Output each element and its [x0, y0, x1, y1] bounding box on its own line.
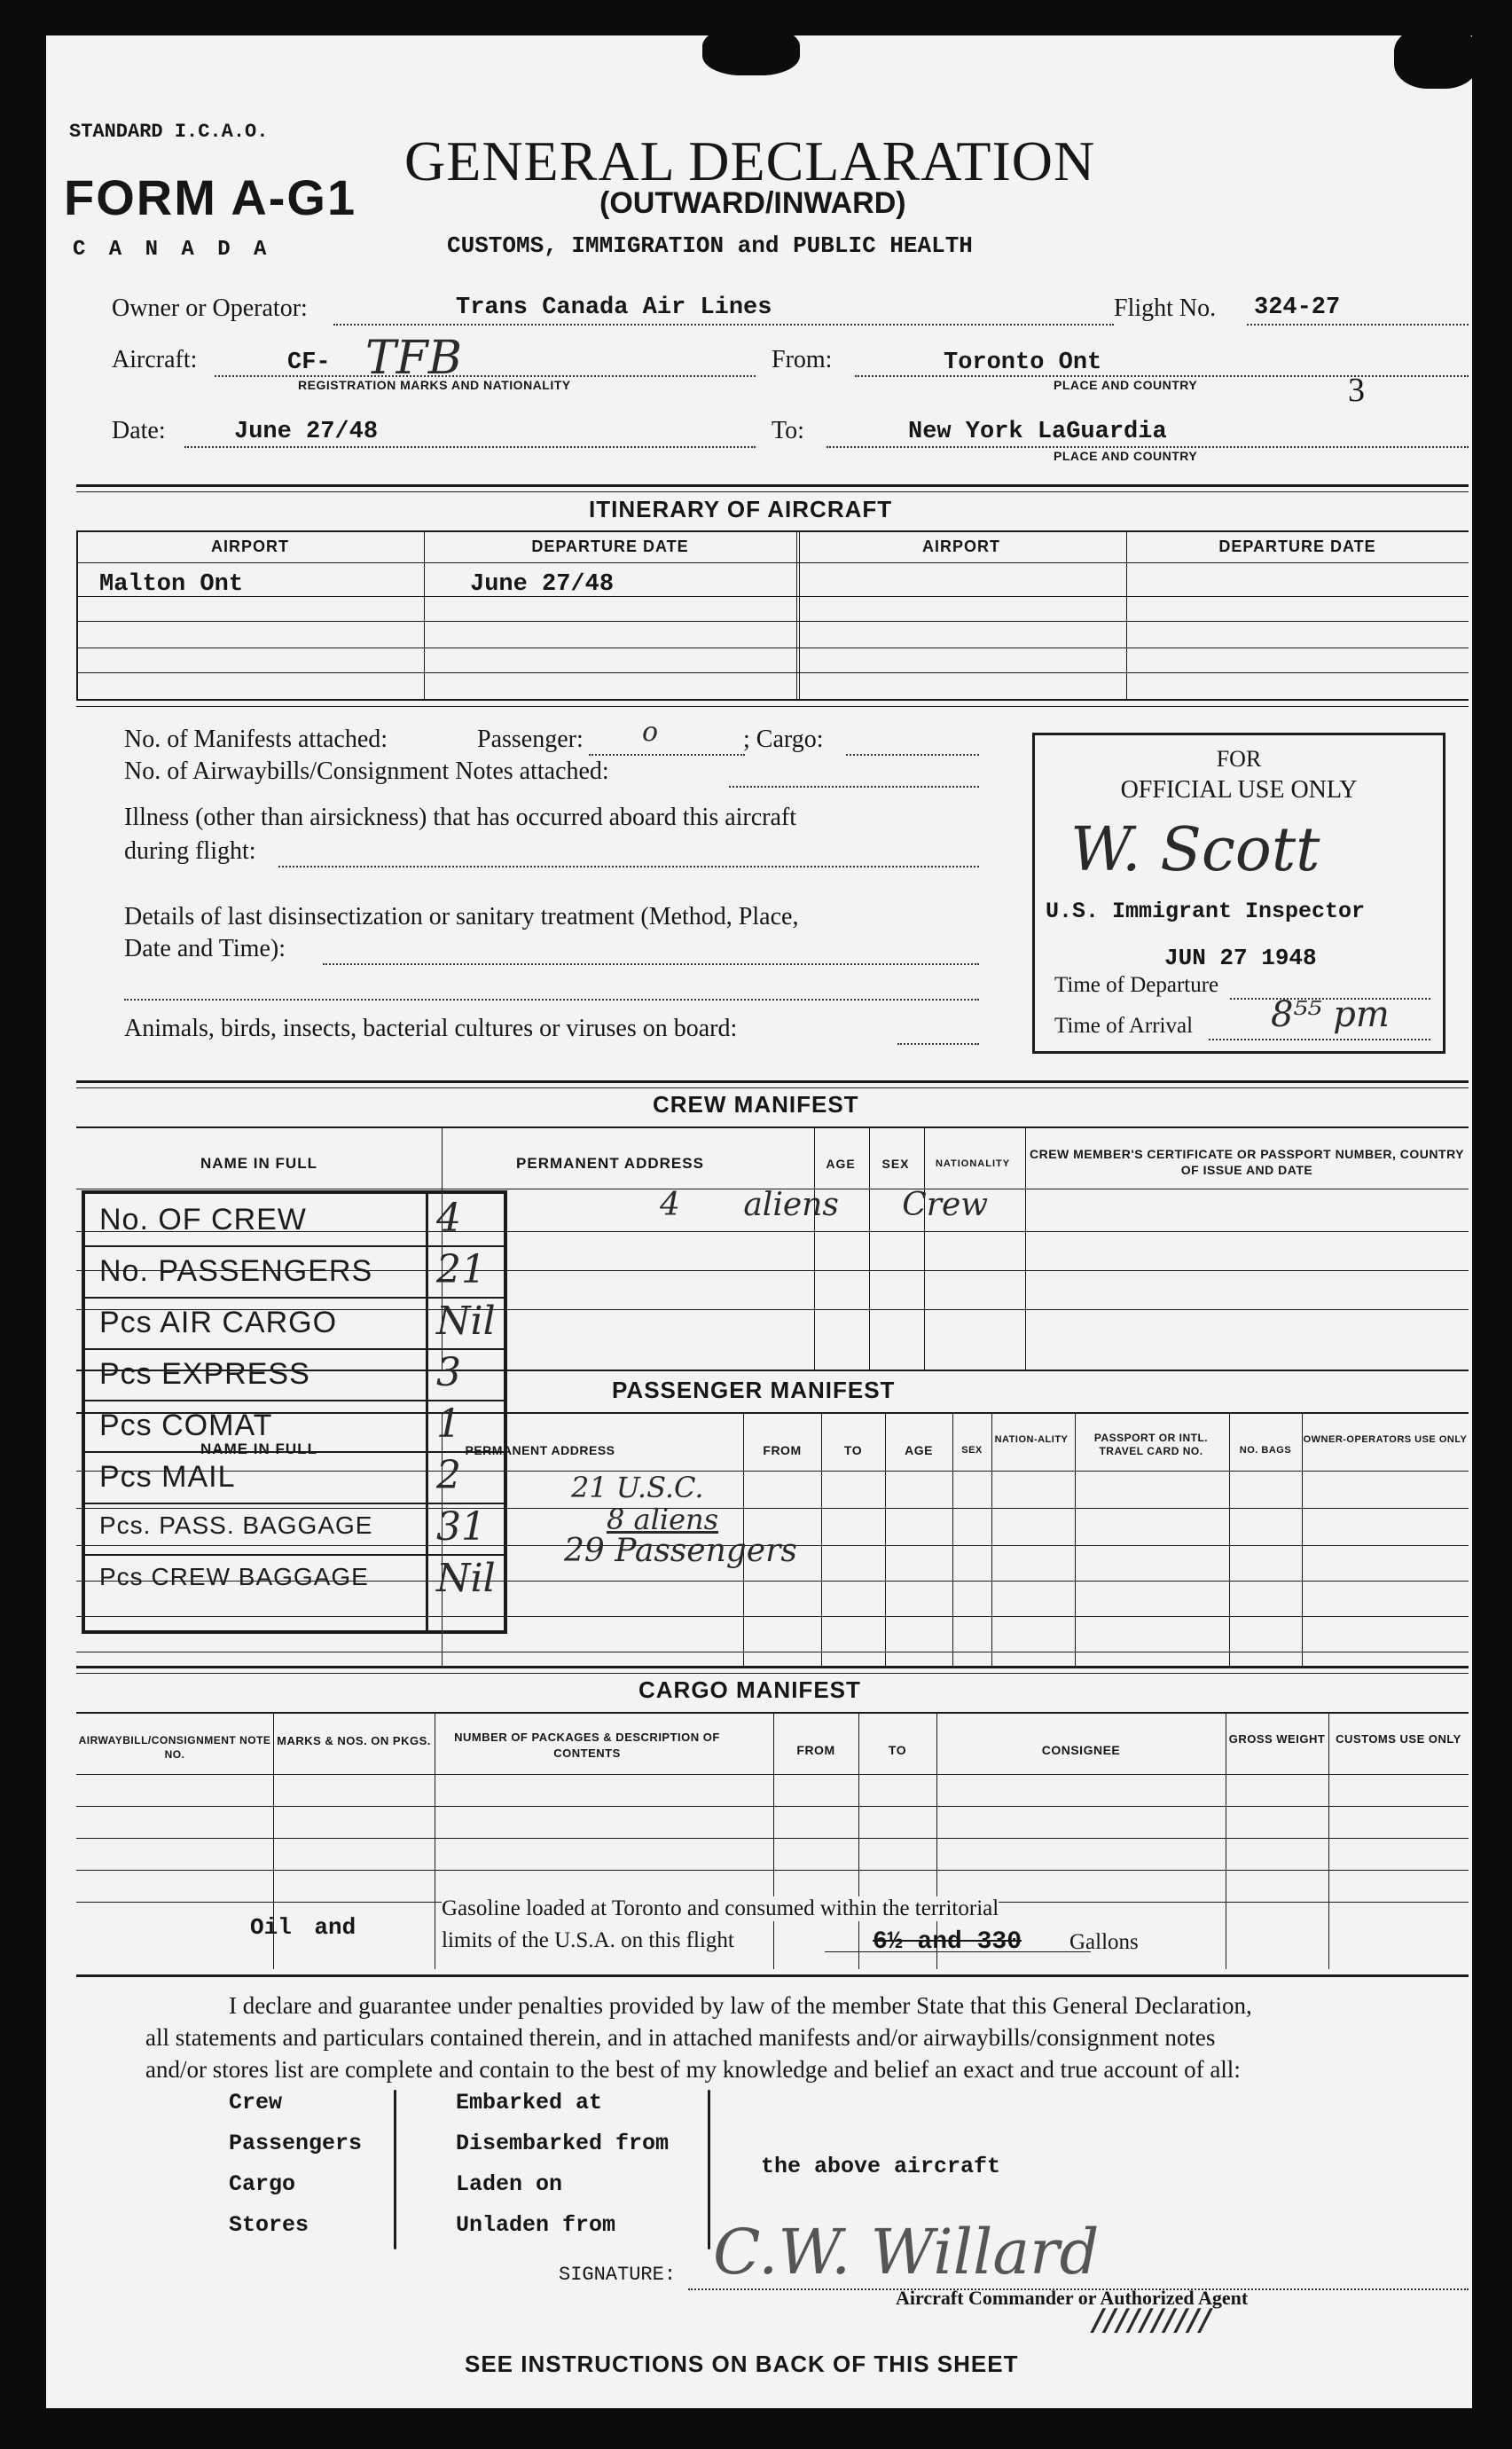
cargo-col-consignee: CONSIGNEE	[1041, 1743, 1121, 1757]
airwaybills-label: No. of Airwaybills/Consignment Notes attached:	[124, 757, 609, 785]
from-value: Toronto Ont	[944, 349, 1102, 376]
summary-row-value: 1	[436, 1401, 461, 1447]
commander-caption: Aircraft Commander or Authorized Agent	[896, 2287, 1249, 2309]
country-label: C A N A D A	[73, 238, 272, 262]
cargo-title: CARGO MANIFEST	[638, 1676, 861, 1703]
illness-label-2: during flight:	[124, 837, 256, 865]
page-subtitle: (OUTWARD/INWARD)	[599, 186, 906, 220]
aircraft-caption: REGISTRATION MARKS AND NATIONALITY	[298, 378, 571, 392]
declaration-laden: Laden on	[456, 2171, 563, 2197]
declaration-crew: Crew	[229, 2090, 283, 2115]
departure-time-label: Time of Departure	[1054, 973, 1219, 997]
declaration-sheet	[46, 35, 1472, 2408]
cargo-gasoline-line-2: limits of the U.S.A. on this flight	[442, 1928, 734, 1952]
summary-row-value: 31	[436, 1504, 486, 1550]
flight-label: Flight No.	[1114, 294, 1217, 322]
crew-col-nationality: NATIONALITY	[935, 1158, 1011, 1169]
cargo-gallons-value: 6½ and 330	[873, 1928, 1022, 1956]
passenger-col-owner: OWNER-OPERATORS USE ONLY	[1303, 1434, 1468, 1445]
inspector-signature: W. Scott	[1070, 815, 1320, 885]
cargo-gasoline-line-1: Gasoline loaded at Toronto and consumed within the territorial	[442, 1896, 999, 1920]
cargo-col-from: FROM	[796, 1743, 835, 1757]
commander-marks: //////////	[1093, 2303, 1212, 2338]
declaration-stores: Stores	[229, 2212, 309, 2238]
arrival-time-value: 8⁵⁵ pm	[1271, 994, 1390, 1035]
cargo-col-marks: MARKS & NOS. ON PKGS.	[277, 1734, 431, 1747]
instructions-note: SEE INSTRUCTIONS ON BACK OF THIS SHEET	[465, 2351, 1019, 2377]
subtitle-authorities: CUSTOMS, IMMIGRATION and PUBLIC HEALTH	[447, 232, 973, 259]
itinerary-col-airport-2: AIRPORT	[922, 538, 1000, 555]
inspector-stamp: U.S. Immigrant Inspector	[1046, 899, 1366, 924]
illness-label: Illness (other than airsickness) that has occurred aboard this aircraft	[124, 804, 797, 831]
page-title: GENERAL DECLARATION	[404, 130, 1096, 192]
inspector-stamp-date: JUN 27 1948	[1164, 945, 1317, 971]
summary-row-value: Nil	[436, 1299, 496, 1344]
passenger-col-sex: SEX	[961, 1445, 983, 1456]
itinerary-col-departure-2: DEPARTURE DATE	[1218, 538, 1376, 555]
passenger-col-to: TO	[843, 1443, 863, 1457]
itinerary-col-airport: AIRPORT	[211, 538, 289, 555]
official-use-for: FOR	[1216, 746, 1262, 772]
cargo-col-packages: NUMBER OF PACKAGES & DESCRIPTION OF CONTENTS	[454, 1731, 720, 1760]
cargo-oil-label: Oil and	[250, 1914, 356, 1941]
passenger-col-age: AGE	[905, 1443, 933, 1457]
crew-col-age: AGE	[826, 1157, 856, 1171]
ink-blot	[702, 27, 800, 75]
aircraft-value: CF-	[287, 349, 331, 376]
owner-value: Trans Canada Air Lines	[456, 294, 772, 321]
summary-row-value: 3	[436, 1350, 461, 1395]
disinsectization-label: Details of last disinsectization or sanitary treatment (Method, Place,	[124, 903, 799, 930]
summary-row-label: Pcs AIR CARGO	[99, 1306, 338, 1339]
date-label: Date:	[112, 417, 166, 444]
itinerary-airport-1: Malton Ont	[99, 571, 244, 598]
cargo-col-to: TO	[888, 1743, 907, 1757]
manifests-label: No. of Manifests attached:	[124, 726, 388, 753]
signature-label: SIGNATURE:	[559, 2264, 677, 2286]
declaration-cargo: Cargo	[229, 2171, 296, 2197]
aircraft-label: Aircraft:	[112, 346, 198, 373]
itinerary-col-departure: DEPARTURE DATE	[531, 538, 689, 555]
page-number: 3	[1348, 372, 1365, 409]
passenger-col-name: NAME IN FULL	[200, 1440, 317, 1457]
to-label: To:	[772, 417, 804, 444]
aircraft-handwritten: TFB	[365, 332, 462, 385]
summary-row-label: Pcs CREW BAGGAGE	[99, 1563, 369, 1590]
passenger-col-from: FROM	[763, 1443, 802, 1457]
arrival-time-label: Time of Arrival	[1054, 1014, 1194, 1038]
summary-row-label: No. OF CREW	[99, 1203, 307, 1236]
cargo-col-weight: GROSS WEIGHT	[1228, 1732, 1326, 1746]
cargo-col-airwaybill: AIRWAYBILL/CONSIGNMENT NOTE NO.	[78, 1734, 271, 1761]
summary-row-label: Pcs EXPRESS	[99, 1357, 310, 1391]
official-use-title: OFFICIAL USE ONLY	[1120, 776, 1358, 804]
passenger-title: PASSENGER MANIFEST	[612, 1377, 896, 1403]
crew-col-certificate: CREW MEMBER'S CERTIFICATE OR PASSPORT NUMBER, COUNTRY OF ISSUE AND DATE	[1029, 1147, 1465, 1177]
ink-blot	[1394, 27, 1478, 89]
summary-row-label: Pcs COMAT	[99, 1409, 273, 1442]
cargo-col-customs: CUSTOMS USE ONLY	[1336, 1732, 1461, 1746]
passenger-hand-2: 8 aliens	[607, 1503, 719, 1536]
summary-row-value: 21	[436, 1247, 486, 1292]
passenger-manifest-count: o	[642, 717, 659, 748]
passenger-label: Passenger:	[477, 726, 584, 753]
summary-row-value: Nil	[436, 1556, 496, 1601]
declaration-passengers: Passengers	[229, 2131, 363, 2156]
passenger-col-passport: PASSPORT OR INTL. TRAVEL CARD NO.	[1093, 1432, 1209, 1457]
passenger-hand-1: 21 U.S.C.	[571, 1471, 704, 1504]
declaration-embarked: Embarked at	[456, 2090, 603, 2115]
commander-signature: C.W. Willard	[713, 2216, 1100, 2288]
declaration-unladen: Unladen from	[456, 2212, 616, 2238]
crew-col-address: PERMANENT ADDRESS	[516, 1155, 704, 1172]
from-caption: PLACE AND COUNTRY	[1054, 378, 1198, 392]
crew-col-name: NAME IN FULL	[200, 1155, 317, 1172]
crew-col-sex: SEX	[881, 1157, 910, 1171]
from-label: From:	[772, 346, 833, 373]
cargo-label: ; Cargo:	[743, 726, 824, 753]
passenger-col-nationality: NATION-ALITY	[994, 1434, 1069, 1445]
declaration-line-2: all statements and particulars contained therein, and in attached manifests and/or airwaybills/consignment notes	[145, 2024, 1216, 2051]
summary-row-label: Pcs MAIL	[99, 1460, 236, 1494]
summary-row-label: Pcs. PASS. BAGGAGE	[99, 1511, 373, 1539]
summary-row-value: 2	[436, 1453, 461, 1498]
summary-row-value: 4	[436, 1196, 461, 1241]
crew-handwritten-note: 4 aliens Crew	[660, 1187, 989, 1223]
to-value: New York LaGuardia	[908, 419, 1167, 445]
declaration-line-1: I declare and guarantee under penalties provided by law of the member State that this General Declaration,	[229, 1992, 1252, 2019]
form-number: FORM A-G1	[64, 169, 357, 225]
declaration-line-3: and/or stores list are complete and contain to the best of my knowledge and belief an exact and true account of all:	[145, 2056, 1241, 2083]
summary-row-label: No. PASSENGERS	[99, 1254, 373, 1288]
itinerary-date-1: June 27/48	[470, 571, 615, 598]
to-caption: PLACE AND COUNTRY	[1054, 449, 1198, 463]
date-value: June 27/48	[234, 419, 379, 445]
official-use-box	[1032, 733, 1445, 1054]
disinsectization-label-2: Date and Time):	[124, 935, 286, 962]
declaration-disembarked: Disembarked from	[456, 2131, 670, 2156]
passenger-hand-3: 29 Passengers	[564, 1533, 797, 1569]
passenger-col-address: PERMANENT ADDRESS	[465, 1443, 615, 1457]
owner-label: Owner or Operator:	[112, 294, 308, 322]
flight-value: 324-27	[1254, 294, 1341, 321]
cargo-gallons-label: Gallons	[1069, 1930, 1139, 1954]
crew-title: CREW MANIFEST	[653, 1091, 859, 1118]
passenger-col-bags: NO. BAGS	[1239, 1445, 1292, 1456]
declaration-aircraft: the above aircraft	[761, 2154, 1001, 2179]
standard-label: STANDARD I.C.A.O.	[69, 121, 269, 143]
itinerary-title: ITINERARY OF AIRCRAFT	[589, 496, 893, 522]
animals-label: Animals, birds, insects, bacterial cultures or viruses on board:	[124, 1015, 738, 1042]
